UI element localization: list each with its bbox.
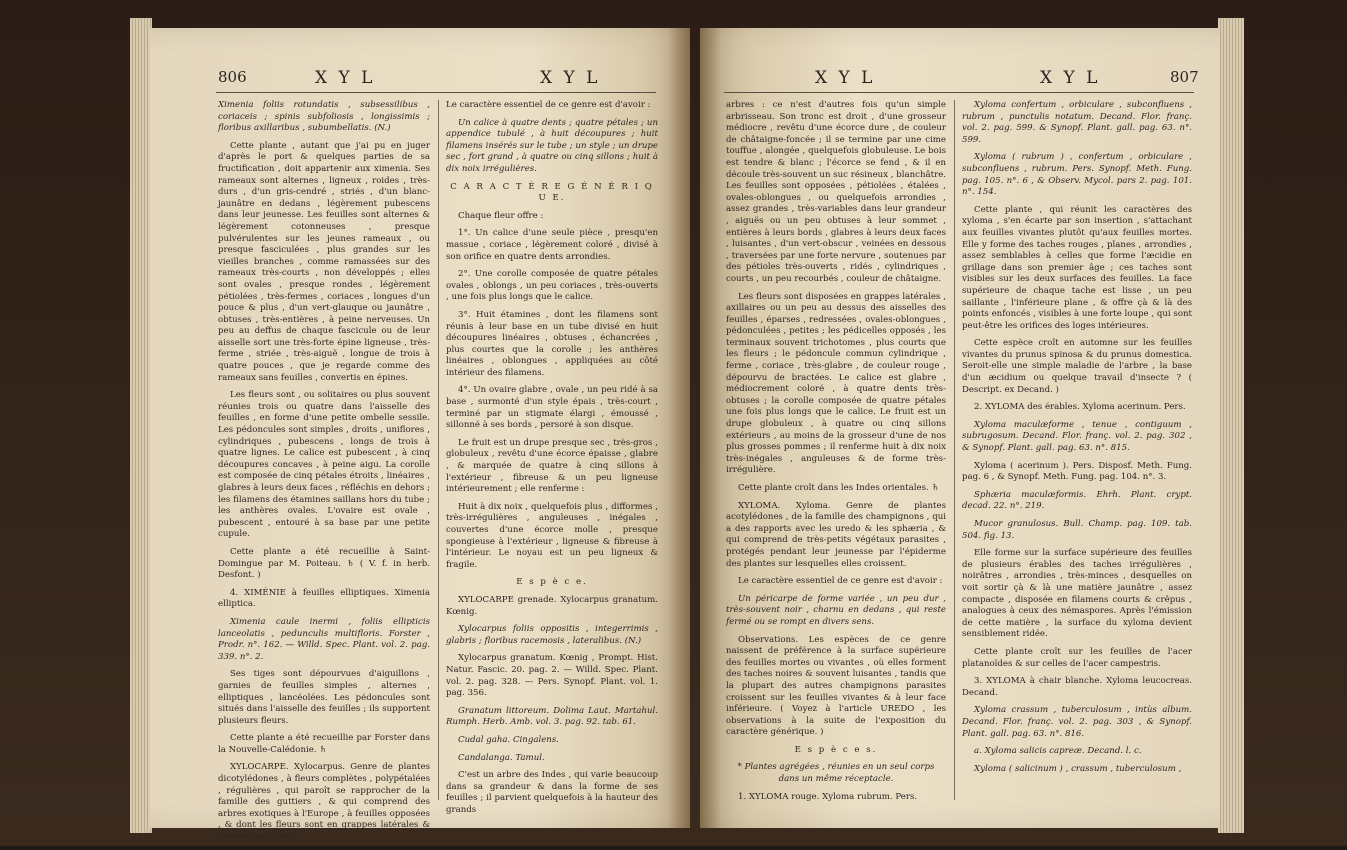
paragraph: Xyloma confertum , orbiculare , subconfluens , rubrum , punctulis notatum. Decand. Flor. franç. vol. 2. pag. 599. & Synopf. Plant. gall. pag. 63. n°. 599. [962, 100, 1192, 145]
paragraph: Xyloma ( acerinum ). Pers. Disposf. Meth. Fung. pag. 6 , & Synopf. Meth. Fung. pag. 104. n°. 3. [962, 460, 1192, 483]
right-page [700, 28, 1220, 828]
paragraph: Xyloma maculæforme , tenue , contiguum , subrugosum. Decand. Flor. franç. vol. 2. pag. 302 , & Synopf. Plant. gall. pag. 63. n°. 815. [962, 419, 1192, 454]
left-running-head-2: X Y L [540, 68, 601, 88]
left-column-1 [218, 100, 430, 850]
paragraph: Le caractère essentiel de ce genre est d'avoir : [446, 100, 651, 110]
paragraph: Les fleurs sont disposées en grappes latérales , axillaires ou un peu au dessus des aisselles des feuilles , éparses , redressées , ovales-oblongues , pédonculées , petites ; les pédicelles opposés , les terminaux souvent trichotomes , plus courts que les fleurs ; le pédoncule commun cylindrique , ferme , coriace , très-glabre , de couleur rouge , dépourvu de bractées. Le calice est glabre , médiocrement coloré , à quatre dents très-obtuses ; la corolle composée de quatre pétales une fois plus longs que le calice. Le fruit est un drupe globuleux , à quatre ou cinq sillons extérieurs , au moins de la grosseur d'une de nos plus grosses pommes ; il renferme huit à dix noix très-inégales , anguleuses & de forme très-irrégulière. [726, 291, 946, 476]
paragraph: Cette plante , qui réunit les caractères des xyloma , s'en écarte par son insertion , s'attachant aux feuilles vivantes plutôt qu'aux feuilles mortes. Elle y forme des taches rouges , planes , arrondies , assez semblables à celles que forme l'æcidie en grillage dans son premier âge ; ces taches sont visibles sur les deux surfaces des feuilles. La face supérieure de chaque tache est lisse , un peu saillante , l'inférieure plane , & offre çà & là des points enfoncés , visibles à une forte loupe , qui sont peut-être les orifices des loges intérieures. [962, 204, 1192, 331]
paragraph: Ses tiges sont dépourvues d'aiguillons , garnies de feuilles simples , alternes , elliptiques , lancéolées. Les pédoncules sont situés dans l'aisselle des feuilles ; ils supportent plusieurs fleurs. [218, 669, 430, 726]
right-page-number: 807 [1170, 68, 1199, 86]
paragraph: Observations. Les espèces de ce genre naissent de préférence à la surface supérieure des feuilles mortes ou vivantes , où elles forment des taches noires & souvent luisantes , tandis que la plupart des autres champignons parasites croissent sur les feuilles vivantes & à leur face inférieure. ( Voyez à l'article UREDO , les observations à la suite de l'exposition du caractère générique. ) [726, 634, 946, 738]
right-running-head-1: X Y L [815, 68, 876, 88]
paragraph: Cudal gaha. Cingalens. [458, 734, 559, 745]
right-column-1 [726, 100, 946, 809]
paragraph: Cette plante croît sur les feuilles de l'acer platanoïdes & sur celles de l'acer campestris. [962, 646, 1192, 669]
paragraph: XYLOCARPE. Xylocarpus. Genre de plantes dicotylédones , à fleurs complètes , polypétalées , régulières , qui paroît se rapprocher de la famille des guttiers , & qui comprend des arbres exotiques à l'Europe , à feuilles opposées , & dont les fleurs sont en grappes latérales & souvent axillaires. [218, 762, 430, 843]
paragraph: Xyloma ( salicinum ) , crassum , tuberculosum , [974, 763, 1182, 774]
paragraph: * Plantes agrégées , réunies en un seul corps dans un même réceptacle. [737, 762, 935, 785]
left-page-edges [130, 18, 152, 833]
paragraph: Cette espèce croît en automne sur les feuilles vivantes du prunus spinosa & du prunus domestica. Seroit-elle une simple maladie de l'arbre , la base d'un æcidium ou quelque travail d'insecte ? ( Descript. ex Decand. ) [962, 338, 1192, 395]
section-heading: E s p è c e s. [794, 744, 878, 755]
right-running-head-2: X Y L [1040, 68, 1101, 88]
paragraph: XYLOMA. Xyloma. Genre de plantes acotylédones , de la famille des champignons , qui a des rapports avec les uredo & les sphæria , & qui comprend de très-petits végétaux parasites , protégés pendant leur jeunesse par l'épiderme des plantes sur lesquelles elles croissent. [726, 500, 946, 569]
paragraph: Xyloma crassum , tuberculosum , intùs album. Decand. Flor. franç. vol. 2. pag. 303 , & Synopf. Plant. gall. pag. 63. n°. 816. [962, 705, 1192, 739]
paragraph: 1. XYLOMA rouge. Xyloma rubrum. Pers. [738, 791, 918, 802]
left-page [150, 28, 690, 843]
paragraph: 4. XIMÉNIE à feuilles elliptiques. Ximenia elliptica. [218, 587, 430, 610]
paragraph: Le caractère essentiel de ce genre est d'avoir : [738, 576, 943, 587]
paragraph: 4°. Un ovaire glabre , ovale , un peu ridé à sa base , surmonté d'un style épais , très-court , terminé par un stigmate élargi , émoussé , sillonné à ses bords , persoré à son disque. [446, 385, 658, 431]
paragraph: 2°. Une corolle composée de quatre pétales ovales , oblongs , un peu coriaces , très-ouverts , une fois plus longs que le calice. [446, 269, 658, 303]
left-page-number: 806 [218, 68, 247, 86]
paragraph: Ximenia foliis rotundatis , subsessilibus , coriaceis ; spinis subfoliosis , longissimis ; floribus axillaribus , subumbellatis. (N.) [218, 100, 430, 134]
paragraph: Mucor granulosus. Bull. Champ. pag. 109. tab. 504. fig. 13. [962, 519, 1192, 541]
right-header-rule [724, 92, 1194, 93]
paragraph: Cette plante a été recueillie par Forster dans la Nouvelle-Calédonie. ♄ [218, 733, 430, 755]
paragraph: Huit à dix noix , quelquefois plus , difformes , très-irrégulières , anguleuses , inégales , couvertes d'une écorce molle , presque spongieuse à l'extérieur , ligneuse & fibreuse à l'intérieur. Le noyau est un peu ligneux & fragile. [446, 501, 658, 570]
paragraph: Cette plante a été recueillie à Saint-Domingue par M. Poiteau. ♄ ( V. f. in herb. Desfont. ) [218, 546, 430, 581]
paragraph: Xyloma ( rubrum ) , confertum , orbiculare , subconfluens , rubrum. Pers. Synopf. Meth. Fung. pag. 105. n°. 6 , & Observ. Mycol. pars 2. pag. 101. n°. 154. [962, 152, 1192, 198]
paragraph: Granatum littoreum. Dolima Laut. Martahul. Rumph. Herb. Amb. vol. 3. pag. 92. tab. 61. [446, 705, 658, 728]
paragraph: Xylocarpus foliis oppositis , integerrimis , glabris ; floribus racemosis , lateralibus. (N.) [446, 624, 658, 646]
left-column-divider [438, 100, 439, 800]
paragraph: Un péricarpe de forme variée , un peu dur , très-souvent noir , charnu en dedans , qui reste fermé ou se rompt en divers sens. [726, 593, 946, 627]
paragraph: XYLOCARPE grenade. Xylocarpus granatum. Kœnig. [446, 594, 658, 617]
section-heading: C A R A C T È R E G É N É R I Q U E. [450, 181, 654, 204]
left-running-head-1: X Y L [315, 68, 376, 88]
right-page-edges [1218, 18, 1244, 833]
paragraph: 3°. Huit étamines , dont les filamens sont réunis à leur base en un tube divisé en huit découpures linéaires , obtuses , échancrées , plus courtes que la corolle ; les anthères linéaires , oblongues , appliquées au côté intérieur des filamens. [446, 309, 658, 378]
paragraph: a. Xyloma salicis capreæ. Decand. l. c. [974, 746, 1142, 757]
paragraph: Xylocarpus granatum. Kœnig , Prompt. Hist. Natur. Fascic. 20. pag. 2. — Willd. Spec. Plant. vol. 2. pag. 328. — Pers. Synopf. Plant. vol. 1. pag. 356. [446, 653, 658, 699]
paragraph: Cette plante croît dans les Indes orientales. ♄ [738, 483, 940, 493]
paragraph: Le fruit est un drupe presque sec , très-gros , globuleux , revêtu d'une écorce épaisse , glabre , & marquée de quatre à cinq sillons à l'extérieur , fibreuse & un peu ligneuse intérieurement ; elle renferme : [446, 437, 658, 495]
paragraph: Sphæria maculæformis. Ehrh. Plant. crypt. decad. 22. n°. 219. [962, 489, 1192, 512]
paragraph: Elle forme sur la surface supérieure des feuilles de plusieurs érables des taches irrégulières , noirâtres , arrondies , très-minces , desquelles on voit sortir çà & là une matière jaunâtre , assez compacte , disposée en filamens courts & crêpus , analogues à ceux des némaspores. Après l'émission de cette matière , la surface du xyloma devient sensiblement ridée. [962, 548, 1192, 640]
paragraph: Cette plante , autant que j'ai pu en juger d'après le port & quelques parties de sa fructification , doit appartenir aux ximenia. Ses rameaux sont alternes , ligneux , roides , très-durs , d'un gris-cendré , striés , d'un blanc-jaunâtre en dedans , légèrement pubescens dans leur jeunesse. Les feuilles sont alternes & légèrement cotonneuses , presque pulvérulentes sur les jeunes rameaux , ou presque fasciculées , plus grandes sur les vieilles branches , comme ramassées sur des rameaux très-courts , non développés ; elles sont ovales , presque rondes , légèrement pétiolées , très-fermes , coriaces , longues d'un pouce & plus , d'un vert-glauque ou jaunâtre , obtuses , très-entières , à peine nerveuses. Un peu au deffus de chaque fascicule ou de leur aisselle sort une très-forte épine ligneuse , très-ferme , striée , très-aiguë , longue de trois à quatre pouces , que je regarde comme des rameaux sans feuilles , convertis en épines. [218, 140, 430, 383]
paragraph: 1°. Un calice d'une seule pièce , presqu'en massue , coriace , légèrement coloré , divisé à son orifice en quatre dents arrondies. [446, 228, 658, 262]
paragraph: arbres : ce n'est d'autres fois qu'un simple arbrisseau. Son tronc est droit , d'une grosseur médiocre , revêtu d'une écorce dure , de couleur de châtaigne-foncée ; il se termine par une cime touffue , alongée , quelquefois globuleuse. Le bois est tendre & blanc ; l'écorce se fend , & il en découle très-souvent un suc résineux , blanchâtre. Les feuilles sont opposées , pétiolées , étalées , ovales-oblongues , ou quelquefois arrondies , assez grandes , très-variables dans leur grandeur , aiguës ou un peu obtuses à leur sommet , entières à leurs bords , glabres à leurs deux faces , luisantes , d'un vert-obscur , veinées en dessous , traversées par une forte nervure , soutenues par des pétioles très-ouverts , ridés , cylindriques , courts , un peu recourbés , couleur de châtaigne. [726, 100, 947, 284]
left-header-rule [216, 92, 656, 93]
left-column-2 [446, 100, 658, 822]
right-column-divider [954, 100, 955, 800]
right-column-2 [962, 100, 1192, 781]
paragraph: Candalanga. Tamul. [458, 752, 545, 763]
paragraph: Un calice à quatre dents ; quatre pétales ; un appendice tubulé , à huit découpures ; huit filamens insérés sur le tube ; un style ; un drupe sec , fort grand , à quatre ou cinq sillons ; huit à dix noix irrégulières. [446, 117, 658, 174]
paragraph: Les fleurs sont , ou solitaires ou plus souvent réunies trois ou quatre dans l'aisselle des feuilles , en forme d'une petite ombelle sessile. Les pédoncules sont simples , droits , uniflores , cylindriques , pubescens , longs de trois à quatre lignes. Le calice est pubescent , à cinq découpures concaves , à peine aigu. La corolle est composée de cinq pétales étroits , linéaires , glabres à leurs deux faces , réfléchis en dehors ; les filamens des étamines saillans hors du tube ; les anthères ovales. L'ovaire est ovale , pubescent , entouré à sa base par une petite cupule. [218, 390, 430, 540]
paragraph: Ximenia caule inermi , foliis ellipticis lanceolatis , pedunculis multifloris. Forster , Prodr. n°. 162. — Willd. Spec. Plant. vol. 2. pag. 339. n°. 2. [218, 616, 430, 662]
section-heading: E s p è c e. [516, 577, 588, 588]
paragraph: Chaque fleur offre : [458, 210, 544, 221]
paragraph: 2. XYLOMA des érables. Xyloma acerinum. Pers. [974, 402, 1186, 413]
paragraph: 3. XYLOMA à chair blanche. Xyloma leucocreas. Decand. [962, 676, 1192, 698]
paragraph: C'est un arbre des Indes , qui varie beaucoup dans sa grandeur & dans la forme de ses feuilles ; il parvient quelquefois à la hauteur des grands [446, 770, 658, 815]
